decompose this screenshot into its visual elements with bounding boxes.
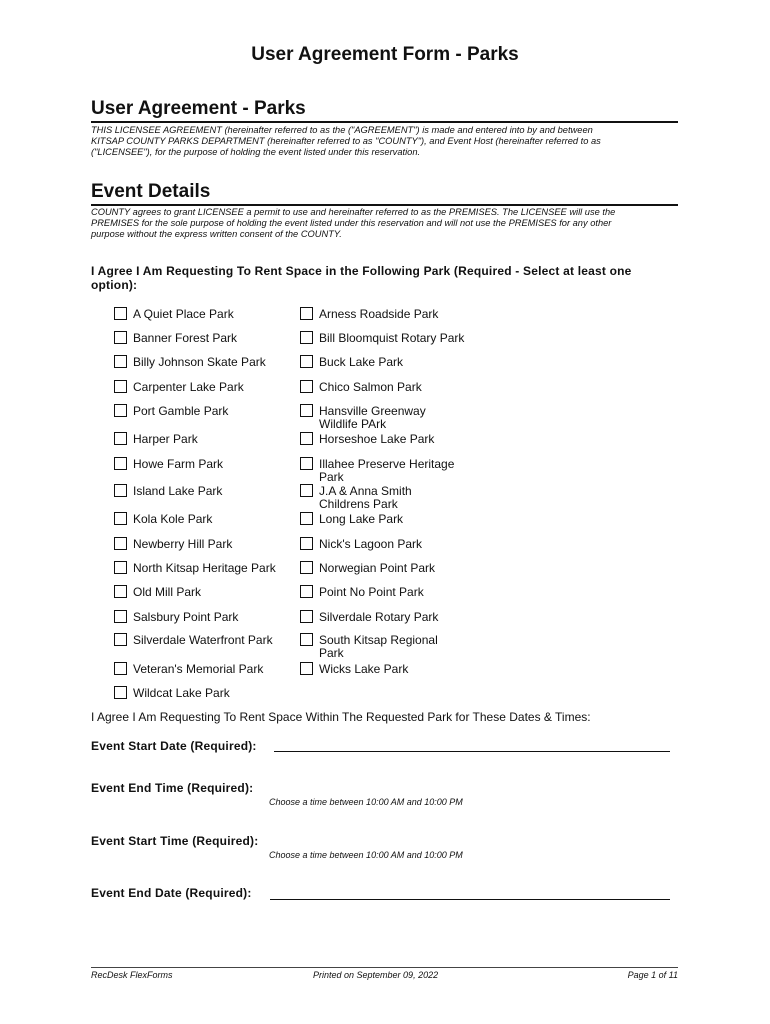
end-date-label: Event End Date (Required):	[91, 886, 252, 900]
footer-brand: RecDesk FlexForms	[91, 970, 173, 980]
checkbox[interactable]	[300, 633, 313, 646]
park-option[interactable]	[300, 513, 485, 526]
park-label: J.A & Anna Smith Childrens Park	[319, 484, 412, 511]
park-option[interactable]	[300, 586, 485, 599]
checkbox[interactable]	[300, 404, 313, 417]
park-option[interactable]	[300, 332, 485, 345]
park-label: Salsbury Point Park	[133, 610, 239, 624]
checkbox[interactable]	[300, 484, 313, 497]
park-label: Billy Johnson Skate Park	[133, 355, 266, 369]
checkbox[interactable]	[300, 662, 313, 675]
park-label: Old Mill Park	[133, 585, 202, 599]
park-option[interactable]	[114, 513, 299, 526]
park-label: Hansville Greenway Wildlife PArk	[319, 404, 426, 431]
page-title: User Agreement Form - Parks	[251, 44, 519, 65]
start-time-hint: Choose a time between 10:00 AM and 10:00 PM	[269, 850, 463, 860]
dates-question: I Agree I Am Requesting To Rent Space Within The Requested Park for These Dates & Times:	[91, 710, 591, 724]
park-option[interactable]	[114, 356, 299, 369]
footer-divider	[91, 967, 678, 968]
park-label: Horseshoe Lake Park	[319, 432, 435, 446]
park-option[interactable]	[114, 586, 299, 599]
footer-printed-date: Printed on September 09, 2022	[313, 970, 439, 980]
park-option[interactable]	[300, 433, 485, 446]
checkbox[interactable]	[300, 537, 313, 550]
section-divider	[91, 121, 678, 123]
park-option[interactable]	[114, 634, 299, 647]
park-option[interactable]	[114, 538, 299, 551]
park-label: Chico Salmon Park	[319, 380, 422, 394]
park-option[interactable]	[300, 308, 485, 321]
agreement-line: ("LICENSEE"), for the purpose of holding the event listed under this reservation.	[91, 147, 421, 158]
event-line: COUNTY agrees to grant LICENSEE a permit to use and hereinafter referred to as the PREMISES. The LICENSEE will use the	[91, 207, 616, 217]
end-date-field[interactable]	[270, 899, 670, 900]
start-date-field[interactable]	[274, 751, 670, 752]
end-time-hint: Choose a time between 10:00 AM and 10:00 PM	[269, 797, 463, 807]
park-option[interactable]	[114, 308, 299, 321]
checkbox[interactable]	[114, 331, 127, 344]
checkbox[interactable]	[300, 307, 313, 320]
event-paragraph	[91, 207, 681, 241]
park-label: Illahee Preserve Heritage Park	[319, 457, 455, 484]
park-label: Bill Bloomquist Rotary Park	[319, 331, 465, 345]
checkbox[interactable]	[114, 380, 127, 393]
park-label: Carpenter Lake Park	[133, 380, 244, 394]
checkbox[interactable]	[300, 432, 313, 445]
park-option[interactable]	[300, 611, 485, 624]
park-label: Island Lake Park	[133, 484, 223, 498]
park-label: Silverdale Rotary Park	[319, 610, 439, 624]
checkbox[interactable]	[114, 610, 127, 623]
park-option[interactable]	[114, 405, 299, 418]
footer-page-number: Page 1 of 11	[627, 970, 678, 980]
park-option[interactable]	[114, 611, 299, 624]
park-label: Arness Roadside Park	[319, 307, 439, 321]
park-option[interactable]	[114, 562, 299, 575]
checkbox[interactable]	[300, 355, 313, 368]
park-label: Buck Lake Park	[319, 355, 404, 369]
park-label: Wildcat Lake Park	[133, 686, 230, 700]
park-label: Norwegian Point Park	[319, 561, 436, 575]
checkbox[interactable]	[114, 686, 127, 699]
park-option[interactable]	[300, 381, 485, 394]
park-option[interactable]	[300, 405, 460, 431]
park-option[interactable]	[300, 663, 485, 676]
end-time-label: Event End Time (Required):	[91, 781, 254, 795]
checkbox[interactable]	[114, 585, 127, 598]
checkbox[interactable]	[300, 331, 313, 344]
checkbox[interactable]	[114, 457, 127, 470]
checkbox[interactable]	[300, 512, 313, 525]
park-label: Nick's Lagoon Park	[319, 537, 423, 551]
park-label: North Kitsap Heritage Park	[133, 561, 276, 575]
park-option[interactable]	[300, 562, 485, 575]
agreement-paragraph	[91, 125, 681, 159]
park-option[interactable]	[300, 485, 440, 511]
park-label: Silverdale Waterfront Park	[133, 633, 273, 647]
checkbox[interactable]	[300, 585, 313, 598]
checkbox[interactable]	[114, 662, 127, 675]
park-label: Wicks Lake Park	[319, 662, 409, 676]
park-label: Port Gamble Park	[133, 404, 229, 418]
park-label: Howe Farm Park	[133, 457, 224, 471]
event-line: purpose without the express written consent of the COUNTY.	[91, 229, 342, 240]
checkbox[interactable]	[114, 432, 127, 445]
checkbox[interactable]	[114, 355, 127, 368]
section-divider	[91, 204, 678, 206]
checkbox[interactable]	[114, 484, 127, 497]
park-option[interactable]	[114, 663, 299, 676]
park-label: Point No Point Park	[319, 585, 424, 599]
park-label: Long Lake Park	[319, 512, 404, 526]
park-option[interactable]	[300, 538, 485, 551]
park-label: Veteran's Memorial Park	[133, 662, 264, 676]
park-label: South Kitsap Regional Park	[319, 633, 438, 660]
park-option[interactable]	[114, 687, 299, 700]
park-option[interactable]	[114, 332, 299, 345]
checkbox[interactable]	[300, 610, 313, 623]
park-option[interactable]	[300, 634, 460, 660]
section-heading-user-agreement: User Agreement - Parks	[91, 98, 306, 119]
agreement-line: THIS LICENSEE AGREEMENT (hereinafter referred to as the ("AGREEMENT") is made and entered into by and between	[91, 125, 593, 135]
park-label: Harper Park	[133, 432, 198, 446]
checkbox[interactable]	[300, 457, 313, 470]
checkbox[interactable]	[114, 512, 127, 525]
park-option[interactable]	[114, 433, 299, 446]
park-label: A Quiet Place Park	[133, 307, 234, 321]
park-option[interactable]	[114, 458, 299, 471]
checkbox[interactable]	[114, 633, 127, 646]
park-label: Kola Kole Park	[133, 512, 213, 526]
park-option[interactable]	[114, 485, 299, 498]
checkbox[interactable]	[300, 380, 313, 393]
park-label: Newberry Hill Park	[133, 537, 233, 551]
checkbox[interactable]	[300, 561, 313, 574]
agreement-line: KITSAP COUNTY PARKS DEPARTMENT (hereinafter referred to as "COUNTY"), and Event Host (hereinafter referred to as	[91, 136, 601, 147]
start-time-label: Event Start Time (Required):	[91, 834, 259, 848]
checkbox[interactable]	[114, 404, 127, 417]
checkbox[interactable]	[114, 537, 127, 550]
event-line: PREMISES for the sole purpose of holding the event listed under this reservation and will not use the PREMISES for any other	[91, 218, 612, 229]
park-option[interactable]	[300, 356, 485, 369]
park-option[interactable]	[300, 458, 475, 484]
park-label: Banner Forest Park	[133, 331, 238, 345]
start-date-label: Event Start Date (Required):	[91, 739, 257, 753]
park-option[interactable]	[114, 381, 299, 394]
checkbox[interactable]	[114, 561, 127, 574]
section-heading-event-details: Event Details	[91, 181, 211, 202]
parks-question: I Agree I Am Requesting To Rent Space in the Following Park (Required - Select at least one option):	[91, 264, 632, 292]
checkbox[interactable]	[114, 307, 127, 320]
